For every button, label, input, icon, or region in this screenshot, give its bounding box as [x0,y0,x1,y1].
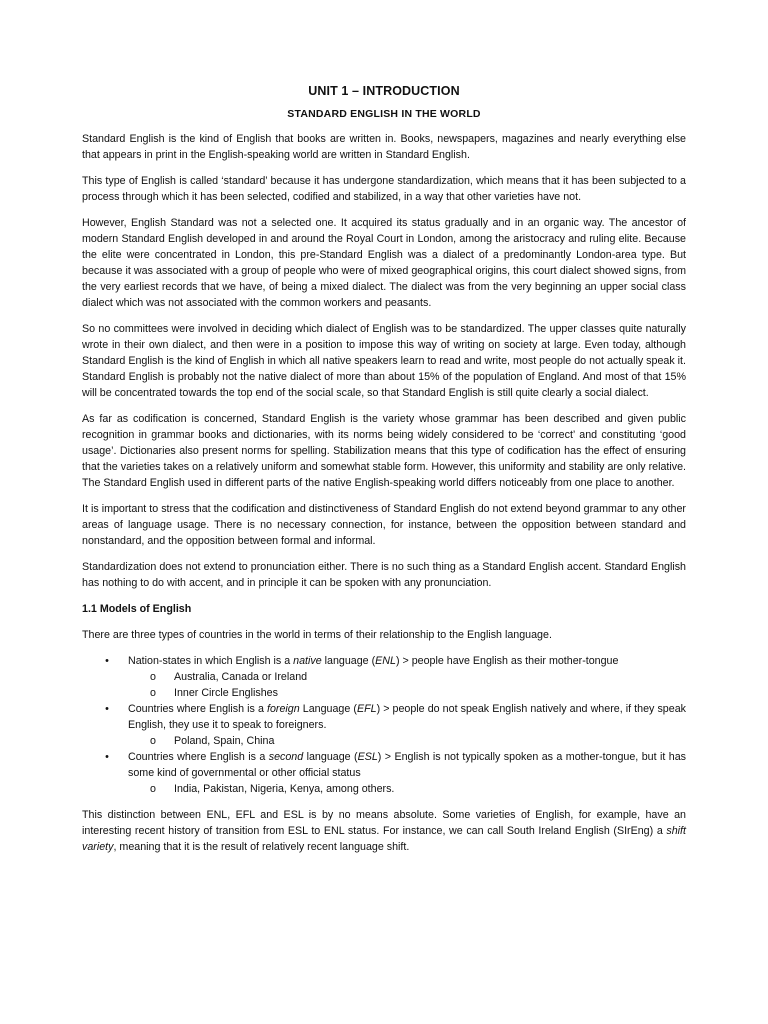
paragraph: As far as codification is concerned, Standard English is the variety whose grammar has been described and given public recognition in grammar books and dictionaries, with its norms being widely considered to be ‘correct’ and constituting ‘good usage’. Dictionaries also present norms for spelling. Stabilization means that this type of codification has the effect of ensuring that the varieties takes on a relatively uniform and somewhat stable form. However, this uniformity and stability are only relative. The Standard English used in different parts of the native English-speaking world differs noticeably from one place to another. [82,413,686,489]
paragraph-text: , meaning that it is the result of relatively recent language shift. [113,841,410,853]
paragraph: So no committees were involved in deciding which dialect of English was to be standardized. The upper classes quite naturally wrote in their own dialect, and then were in a position to impose this way of writing on society at large. Even today, although Standard English is the kind of English in which all native speakers learn to read and write, most people do not actually speak it. Standard English is probably not the native dialect of more than about 15% of the population of England. And most of that 15% will be concentrated towards the top end of the social scale, so that Standard English is still quite clearly a social dialect. [82,323,686,399]
closing-paragraph [82,807,686,855]
list-item [102,701,686,749]
list-item [102,749,686,797]
list-item-text: Countries where English is a [128,751,269,763]
page-subtitle: STANDARD ENGLISH IN THE WORLD [287,108,481,120]
sub-list-item-text: Poland, Spain, China [174,735,275,747]
section-intro: There are three types of countries in the world in terms of their relationship to the English language. [82,629,552,641]
list-item-text: Language ( [299,703,357,715]
sub-list [128,733,686,749]
page-title: UNIT 1 – INTRODUCTION [308,84,460,98]
sub-list-item [148,781,686,797]
paragraph-text: This distinction between ENL, EFL and ESL is by no means absolute. Some varieties of English, for example, have an interesting recent history of transition from ESL to ENL status. For instance, we can call South Ireland English (SIrEng) a [82,809,686,837]
circle-bullet-icon: o [150,671,156,683]
list-item-emphasis: native [293,655,322,667]
list-item-text: ) > people do not speak English natively and where, if they speak English, they use it to speak to foreigners. [128,703,686,731]
list-item-text: ) > people have English as their mother-tongue [395,655,619,667]
circle-bullet-icon: o [150,735,156,747]
paragraph: This type of English is called ‘standard’ because it has undergone standardization, which means that it has been subjected to a process through which it has been selected, codified and stabilized, in a way that other varieties have not. [82,175,686,203]
sub-list-item-text: India, Pakistan, Nigeria, Kenya, among others. [174,783,395,795]
list-item-text: language ( [321,655,376,667]
list-item-emphasis: second [268,751,304,763]
list-item-text: language ( [303,751,358,763]
bullet-icon: • [105,655,109,667]
sub-list-item-text: Inner Circle Englishes [174,687,278,699]
list-item-abbreviation: EFL [356,703,377,715]
paragraph: It is important to stress that the codification and distinctiveness of Standard English do not extend beyond grammar to any other areas of language usage. There is no necessary connection, for instance, between the opposition between standard and nonstandard, and the opposition between formal and informal. [82,503,686,547]
list-item-text: Nation-states in which English is a [128,655,294,667]
bullet-icon: • [105,751,109,763]
paragraph: Standardization does not extend to pronunciation either. There is no such thing as a Standard English accent. Standard English has nothing to do with accent, and in principle it can be spoken with any pronunciation. [82,561,686,589]
sub-list [128,669,686,701]
list-item-abbreviation: ENL [375,655,396,667]
list-item-text: Countries where English is a [128,703,267,715]
section-heading: 1.1 Models of English [82,603,192,615]
sub-list-item [148,685,686,701]
paragraph-emphasis: shift variety [82,825,686,853]
sub-list-item [148,669,686,685]
country-types-list [82,653,686,797]
circle-bullet-icon: o [150,687,156,699]
sub-list-item [148,733,686,749]
list-item [102,653,686,701]
sub-list [128,781,686,797]
list-item-emphasis: foreign [266,703,300,715]
circle-bullet-icon: o [150,783,156,795]
sub-list-item-text: Australia, Canada or Ireland [174,671,308,683]
list-item-text: ) > English is not typically spoken as a mother-tongue, but it has some kind of governmental or other official status [128,751,686,779]
bullet-icon: • [105,703,109,715]
paragraph: Standard English is the kind of English that books are written in. Books, newspapers, magazines and nearly everything else that appears in print in the English-speaking world are written in Standard English. [82,133,686,161]
list-item-abbreviation: ESL [357,751,378,763]
paragraph: However, English Standard was not a selected one. It acquired its status gradually and in an organic way. The ancestor of modern Standard English developed in and around the Royal Court in London, among the aristocracy and ruling elite. Because the elite were concentrated in London, this pre-Standard English was a dialect of a predominantly London-area type. But because it was associated with a group of people who were of mixed geographical origins, this court dialect showed signs, from the very earliest records that we have, of being a mixed dialect. The dialect was from the very beginning an upper social class dialect which was not associated with the common workers and peasants. [82,217,686,309]
